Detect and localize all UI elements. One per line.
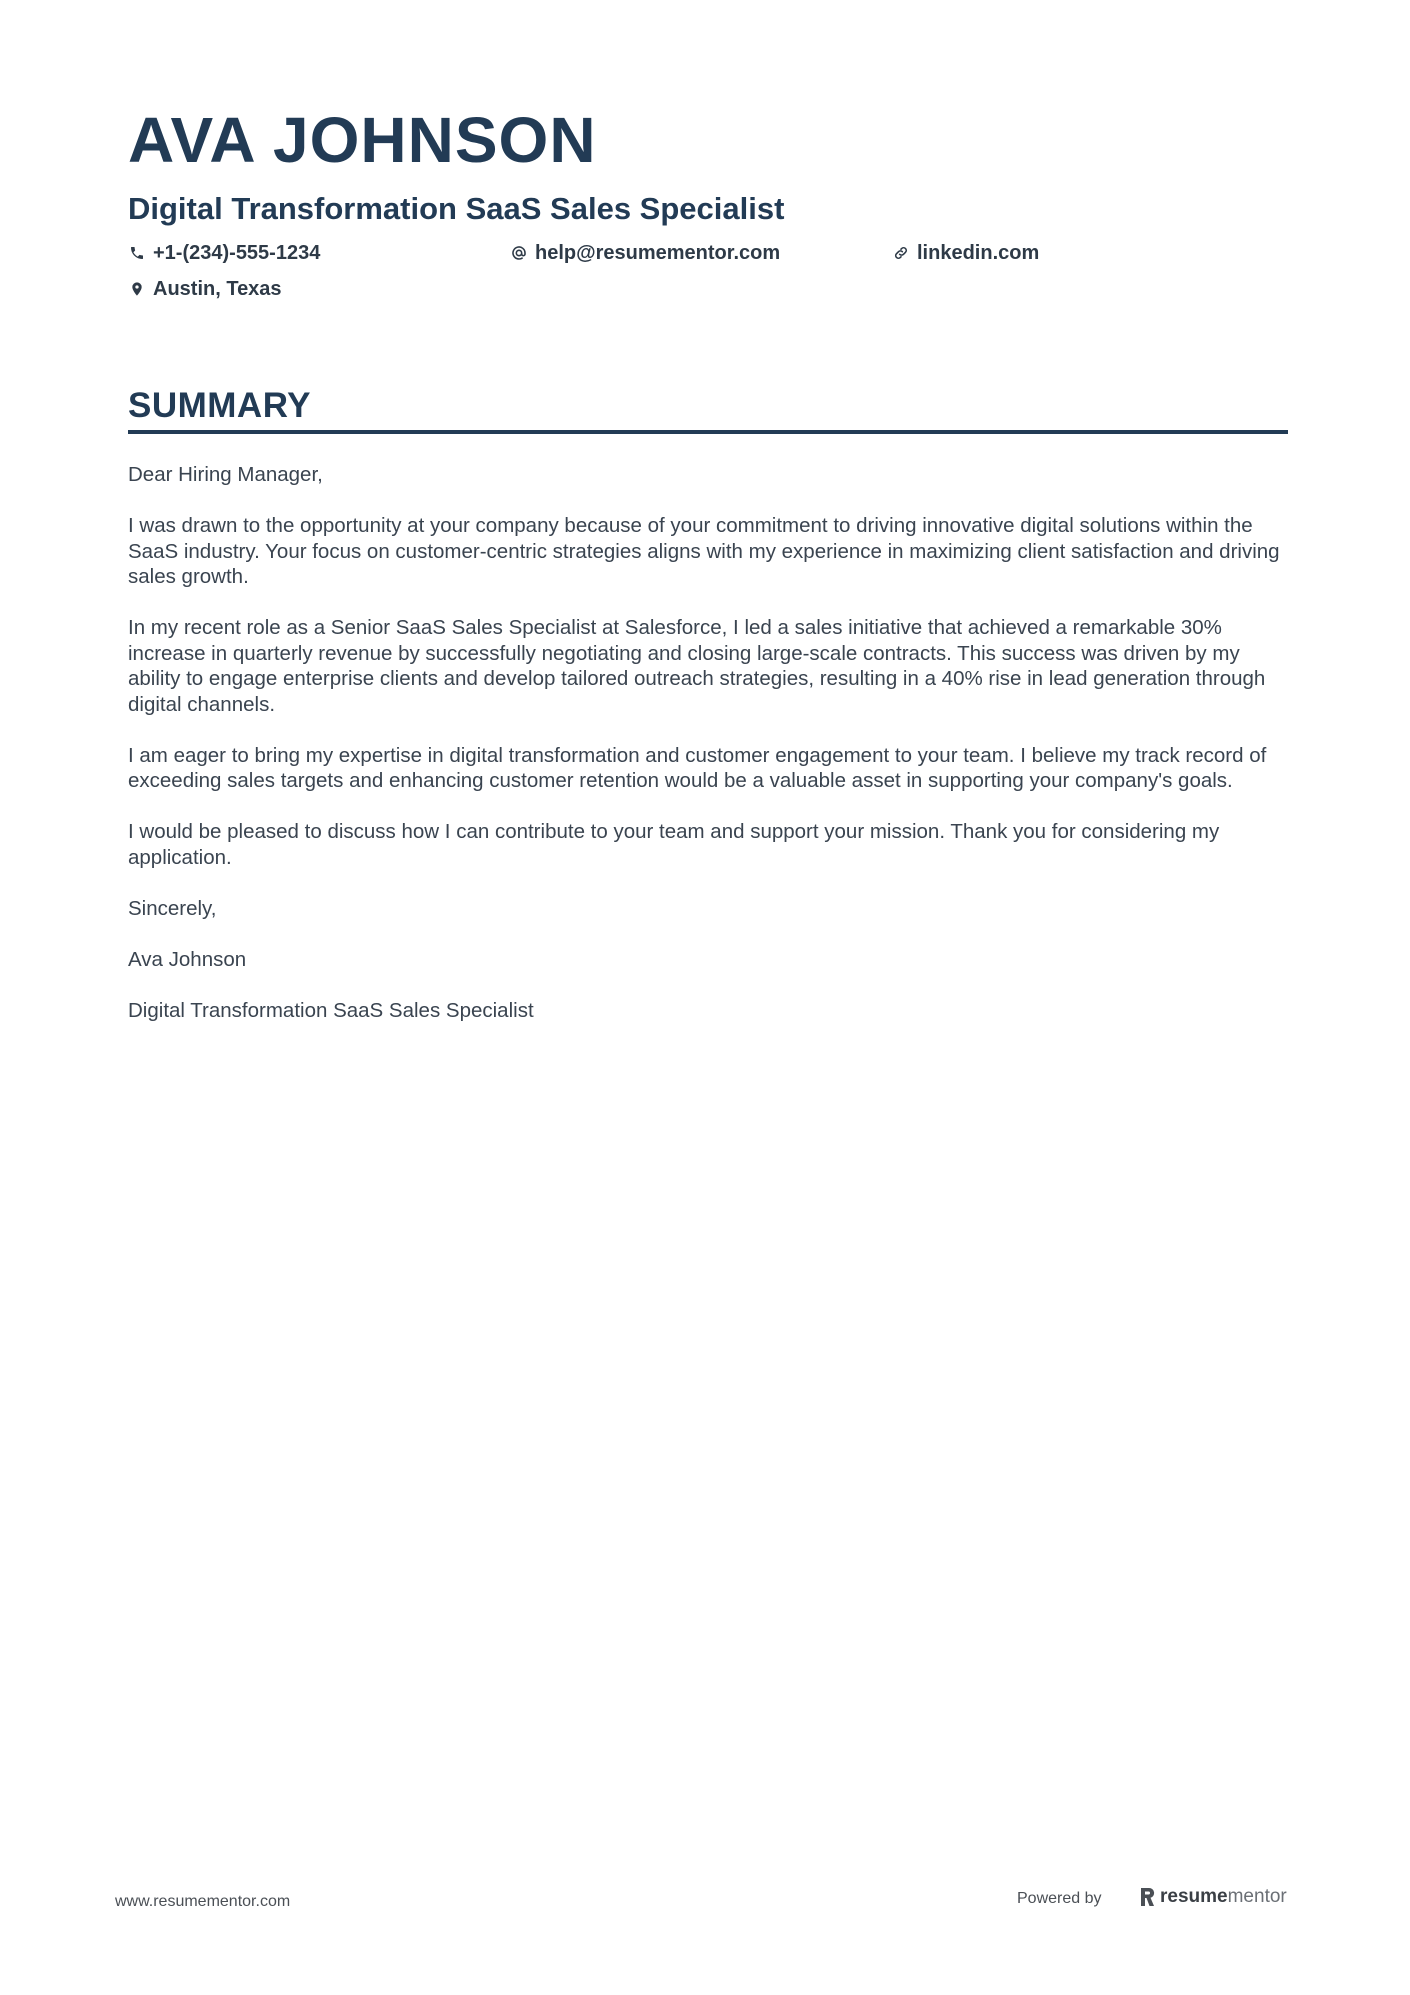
- powered-by-label: Powered by: [1017, 1890, 1102, 1907]
- job-title: Digital Transformation SaaS Sales Specialist: [128, 191, 785, 226]
- link-text: linkedin.com: [917, 242, 1040, 264]
- salutation: Dear Hiring Manager,: [128, 463, 323, 486]
- contact-link[interactable]: [892, 243, 1039, 263]
- email-text: help@resumementor.com: [535, 242, 781, 264]
- contact-location: [128, 279, 282, 299]
- brand-text-light: mentor: [1227, 1886, 1287, 1907]
- section-heading-summary: SUMMARY: [128, 386, 312, 425]
- phone-icon: [128, 244, 146, 262]
- paragraph: I am eager to bring my expertise in digital transformation and customer engagement to your team. I believe my track record of exceeding sales targets and enhancing customer retention would be a valuable asset in supporting your company's goals.: [128, 743, 1267, 792]
- signature-title: Digital Transformation SaaS Sales Specialist: [128, 998, 534, 1022]
- footer-url[interactable]: www.resumementor.com: [115, 1893, 291, 1910]
- paragraph: I was drawn to the opportunity at your company because of your commitment to driving innovative digital solutions within the SaaS industry. Your focus on customer-centric strategies aligns with my experience in maximizing client satisfaction and driving sales growth.: [128, 514, 1280, 588]
- at-icon: [510, 244, 528, 262]
- candidate-name: AVA JOHNSON: [128, 104, 597, 176]
- contact-email[interactable]: [510, 243, 780, 263]
- phone-text: +1-(234)-555-1234: [153, 242, 321, 264]
- section-divider: [128, 430, 1288, 434]
- paragraph: I would be pleased to discuss how I can contribute to your team and support your mission. Thank you for considering my application.: [128, 820, 1220, 869]
- signature-name: Ava Johnson: [128, 947, 247, 971]
- location-text: Austin, Texas: [153, 278, 282, 300]
- brand-logo[interactable]: [1140, 1886, 1287, 1908]
- link-icon: [892, 244, 910, 262]
- letter-body: [128, 462, 1288, 1049]
- contact-phone[interactable]: [128, 243, 320, 263]
- paragraph: In my recent role as a Senior SaaS Sales Specialist at Salesforce, I led a sales initiative that achieved a remarkable 30% increase in quarterly revenue by successfully negotiating and closing large-scale contracts. This success was driven by my ability to engage enterprise clients and develop tailored outreach strategies, resulting in a 40% rise in lead generation through digital channels.: [128, 616, 1266, 716]
- resumementor-logo-icon: [1140, 1887, 1156, 1907]
- brand-text-bold: resume: [1160, 1886, 1228, 1907]
- map-pin-icon: [128, 280, 146, 298]
- closing: Sincerely,: [128, 896, 217, 920]
